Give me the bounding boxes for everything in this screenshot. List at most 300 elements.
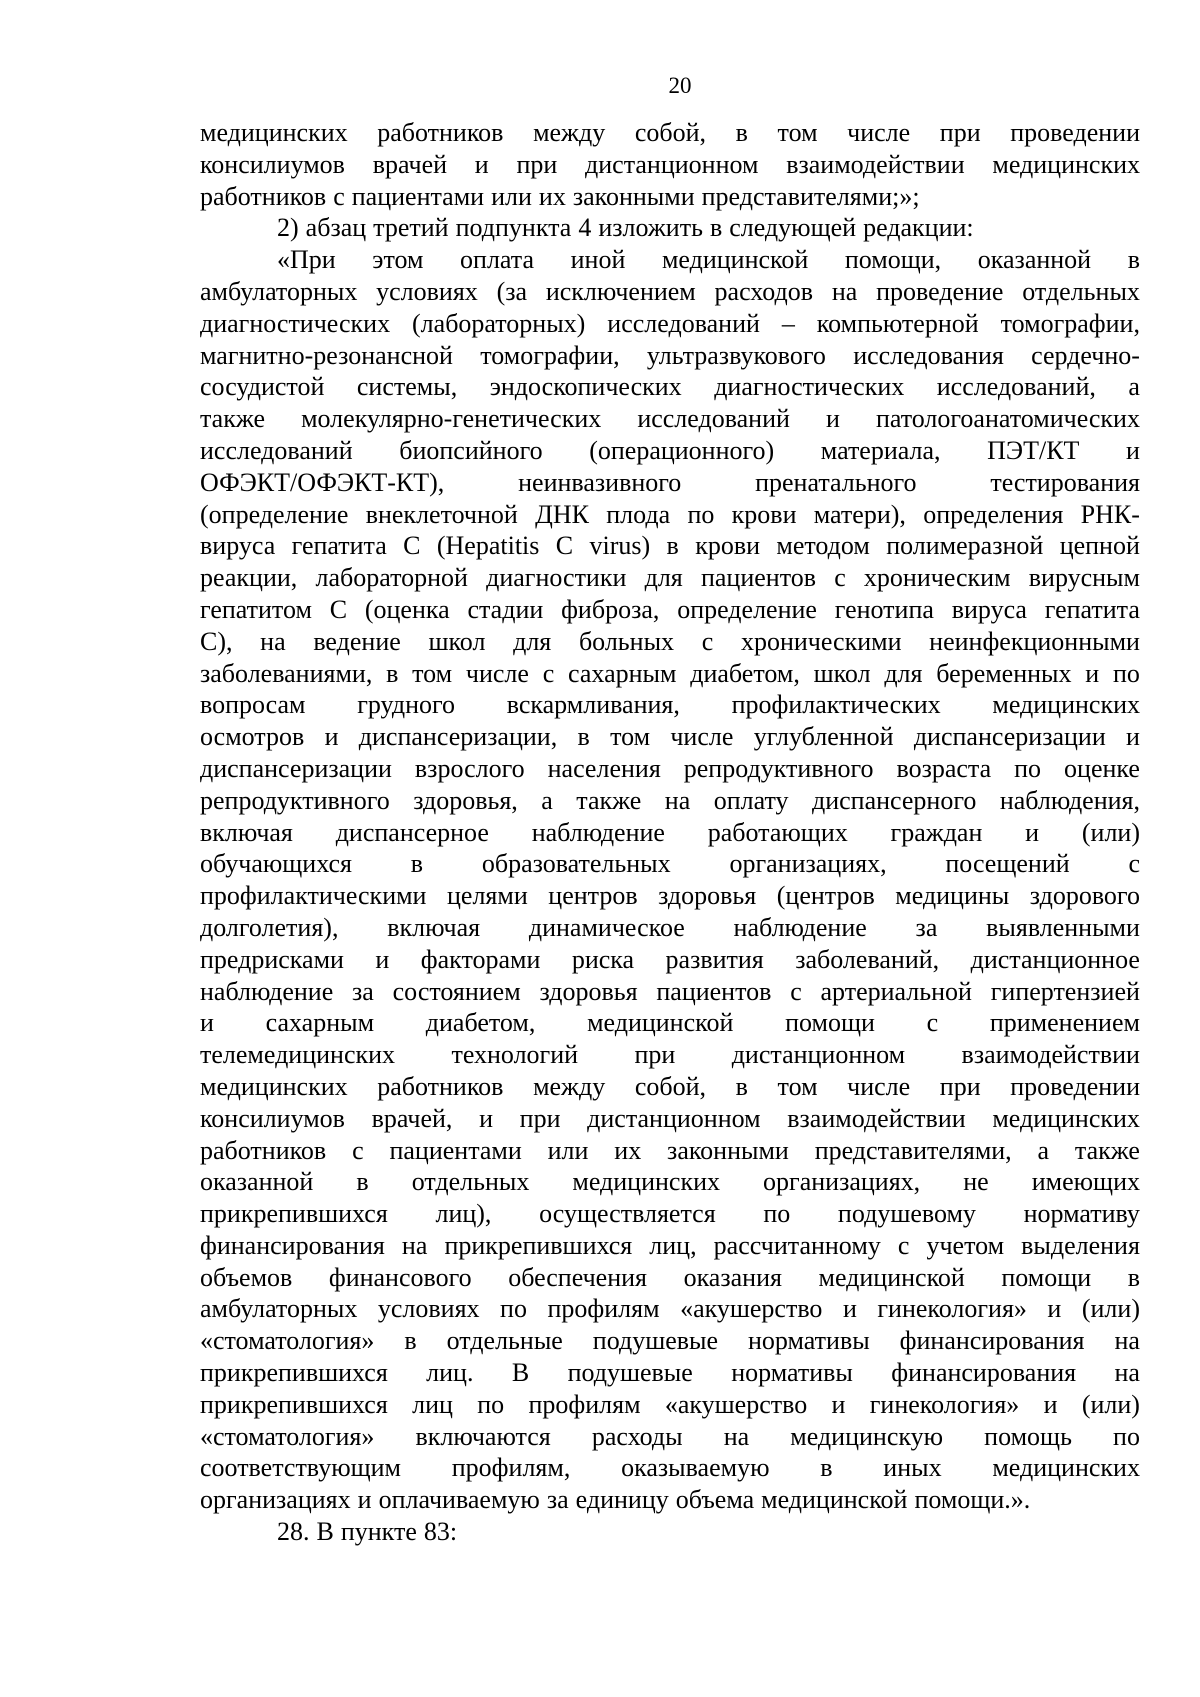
word: выделения [1021, 1230, 1140, 1260]
word: за [352, 976, 374, 1006]
word: финансирования [200, 1230, 385, 1260]
word: «акушерство [664, 1389, 808, 1419]
word: включая [200, 817, 293, 847]
word: оказываемую [621, 1453, 770, 1483]
word: центров [548, 881, 638, 911]
word: медицинской [587, 1008, 734, 1038]
word: (за [496, 276, 528, 306]
word: рассчитанному [713, 1230, 881, 1260]
word: плода [606, 499, 671, 529]
word: амбулаторных [200, 1294, 358, 1324]
word: также [200, 404, 266, 434]
word: и [1043, 1389, 1058, 1419]
word: крови [695, 531, 761, 561]
text-line [200, 1389, 1140, 1421]
text-line [200, 467, 1140, 499]
word: и [1126, 435, 1140, 465]
word: реакции, [200, 563, 298, 593]
word: биопсийного [399, 435, 543, 465]
word: В [511, 1358, 530, 1388]
word: иной [570, 245, 626, 275]
word: том [777, 1071, 818, 1101]
document-body [200, 117, 1140, 1548]
page-number: 20 [668, 73, 692, 98]
word: полимеразной [886, 531, 1044, 561]
word: по [687, 499, 715, 529]
word: исследований, [936, 372, 1096, 402]
word: абзац [305, 213, 367, 243]
text-line [200, 1103, 1140, 1135]
word: помощи, [844, 245, 942, 275]
word: матери), [813, 499, 906, 529]
word: между [533, 118, 606, 147]
word: работников [377, 118, 504, 147]
word: стадии [467, 594, 544, 624]
word: для [884, 658, 923, 688]
word: (или) [1081, 1389, 1140, 1419]
text-line [200, 785, 1140, 817]
text-line [200, 276, 1140, 308]
word: репродуктивного [200, 785, 390, 815]
word: томографии, [1000, 308, 1140, 338]
word: за [915, 912, 938, 942]
word: состоянием [392, 976, 521, 1006]
word: здорового [1029, 881, 1140, 911]
word: граждан [890, 817, 983, 847]
word: (определение [200, 499, 349, 529]
word: предрисками [200, 944, 344, 974]
word: в [735, 118, 748, 147]
word: компьютерной [816, 308, 979, 338]
word: лиц. [426, 1358, 474, 1388]
word: медицинских [200, 118, 348, 147]
word: артериальной [820, 976, 972, 1006]
word: хроническими [740, 626, 902, 656]
word: (операционного) [589, 435, 775, 465]
text-line [200, 562, 1140, 594]
word: медицины [895, 881, 1010, 911]
word: сосудистой [200, 372, 325, 402]
word: также [576, 785, 642, 815]
word: вскармливания, [506, 690, 680, 720]
text-line [200, 689, 1140, 721]
word: пункте [340, 1517, 417, 1547]
word: работников [200, 1135, 327, 1165]
text-line [200, 1007, 1140, 1039]
word: собой, [634, 1071, 707, 1101]
text-line [200, 530, 1140, 562]
word: и [842, 1294, 857, 1324]
text-line [200, 1039, 1140, 1071]
word: углубленной [753, 722, 894, 752]
word: хроническим [863, 563, 1011, 593]
text-line [200, 594, 1140, 626]
word: 83: [423, 1517, 458, 1547]
word: населения [547, 753, 661, 783]
word: числе [465, 658, 529, 688]
word: пациентов [700, 563, 816, 593]
word: числе [847, 1071, 911, 1101]
word: подушевому [837, 1199, 976, 1229]
word: по [1113, 1421, 1140, 1451]
word: с [897, 1230, 910, 1260]
text-line [200, 1421, 1140, 1453]
word: 4 [578, 213, 592, 243]
word: при [939, 118, 981, 147]
word: подушевые [567, 1358, 693, 1388]
word: в [1127, 1262, 1140, 1292]
word: медицинской [661, 245, 809, 275]
word: или [547, 1135, 589, 1165]
word: В [316, 1517, 334, 1547]
word: гепатитом [200, 594, 312, 624]
word: диспансеризации, [358, 722, 558, 752]
word: на [723, 1421, 750, 1451]
word: нормативы [748, 1326, 870, 1356]
word: C [555, 531, 574, 561]
word: между [533, 1071, 606, 1101]
word: редакции: [863, 213, 974, 243]
word: помощи [785, 1008, 875, 1038]
word: взаимодействии [787, 1103, 966, 1133]
word: финансирования [891, 1358, 1077, 1388]
text-line [200, 753, 1140, 785]
word: в [410, 849, 424, 879]
word: здоровья [539, 976, 638, 1006]
word: (Hepatitis [436, 531, 540, 561]
word: медицинских [992, 1453, 1140, 1483]
word: оказанной [200, 1167, 314, 1197]
word: организациях [200, 1485, 351, 1515]
text-line [200, 308, 1140, 340]
word: изложить [598, 213, 703, 243]
word: отдельные [446, 1326, 563, 1356]
word: в [666, 531, 679, 561]
word: выявленными [986, 912, 1140, 942]
word: профилям [547, 1294, 660, 1324]
word: и [324, 722, 339, 752]
word: на [260, 626, 286, 656]
word: диспансерное [335, 817, 489, 847]
word: врачей [372, 149, 448, 179]
word: при [939, 1071, 981, 1101]
word: с [542, 658, 555, 688]
word: посещений [945, 849, 1070, 879]
word: в [386, 658, 399, 688]
word: гепатита [1044, 594, 1140, 624]
word: школ [428, 626, 486, 656]
word: наблюдение [733, 912, 867, 942]
word: проведении [1010, 1071, 1140, 1101]
word: и [825, 404, 840, 434]
word: системы, [356, 372, 458, 402]
word: финансового [328, 1262, 472, 1292]
word: их [538, 181, 566, 211]
word: гинекология» [869, 1389, 1020, 1419]
word: вируса [951, 594, 1027, 624]
word: дистанционном [585, 149, 759, 179]
text-line [200, 371, 1140, 403]
word: профилям [528, 1389, 641, 1419]
word: включаются [415, 1421, 551, 1451]
text-line [200, 1325, 1140, 1357]
word: представителями;»; [701, 181, 920, 211]
word: развития [665, 944, 764, 974]
word: медицинской [818, 1262, 965, 1292]
word: а [1037, 1135, 1050, 1165]
word: условиях [377, 1294, 480, 1324]
word: законными [572, 181, 695, 211]
word: фиброза, [561, 594, 660, 624]
word: вирусным [1028, 563, 1140, 593]
text-line [200, 1166, 1140, 1198]
word: профилям, [451, 1453, 571, 1483]
text-line [200, 817, 1140, 849]
text-line [200, 658, 1140, 690]
word: по [500, 1294, 527, 1324]
word: неинвазивного [518, 467, 682, 497]
word: консилиумов [200, 1103, 345, 1133]
word: учетом [926, 1230, 1005, 1260]
word: медицинской [761, 1485, 908, 1515]
word: материала, [820, 435, 941, 465]
word: взаимодействии [961, 1040, 1140, 1070]
word: законными [667, 1135, 789, 1165]
word: «стоматология» [200, 1421, 375, 1451]
word: сахарным [265, 1008, 375, 1038]
word: применением [989, 1008, 1140, 1038]
word: образовательных [481, 849, 671, 879]
word: медицинских [992, 690, 1140, 720]
word: собой, [634, 118, 707, 147]
word: патологоанатомических [875, 404, 1140, 434]
word: работающих [707, 817, 848, 847]
word: и [831, 1389, 846, 1419]
word: факторами [420, 944, 541, 974]
text-line [200, 976, 1140, 1008]
word: с [926, 1008, 939, 1038]
word: заболеваний, [795, 944, 940, 974]
word: и [1126, 722, 1140, 752]
word: телемедицинских [200, 1040, 396, 1070]
text-line [200, 944, 1140, 976]
text-line [200, 1135, 1140, 1167]
word: по [763, 1199, 791, 1229]
text-line [200, 435, 1140, 467]
word: на [1114, 1326, 1140, 1356]
text-line [200, 1262, 1140, 1294]
word: оказанной [977, 245, 1092, 275]
word: том [610, 722, 651, 752]
word: лабораторной [315, 563, 468, 593]
word: консилиумов [200, 149, 345, 179]
word: здоровья, [413, 785, 518, 815]
word: в [735, 1071, 748, 1101]
word: также [1074, 1135, 1140, 1165]
word: (лабораторных) [412, 308, 586, 338]
word: «акушерство [680, 1294, 823, 1324]
word: тестирования [990, 467, 1140, 497]
text-line [200, 149, 1140, 181]
word: пренатального [755, 467, 917, 497]
text-line [200, 117, 1140, 149]
word: объемов [200, 1262, 293, 1292]
word: заболеваниями, [200, 658, 373, 688]
word: условиях [376, 276, 478, 306]
word: – [781, 308, 795, 338]
word: ПЭТ/КТ [987, 435, 1080, 465]
word: этом [372, 245, 424, 275]
word: ведение [313, 626, 401, 656]
word: генотипа [834, 594, 934, 624]
word: за [546, 1485, 569, 1515]
word: не [963, 1167, 989, 1197]
text-line [200, 1357, 1140, 1389]
text-line [200, 1516, 1140, 1548]
word: в [356, 1167, 369, 1197]
word: пациентов [656, 976, 772, 1006]
word: иных [883, 1453, 942, 1483]
word: с [333, 181, 345, 211]
word: прикрепившихся [200, 1199, 388, 1229]
word: диагностических [200, 308, 391, 338]
word: (или) [1081, 817, 1140, 847]
word: организациях, [763, 1167, 921, 1197]
word: оплачиваемую [378, 1485, 540, 1515]
text-line [200, 721, 1140, 753]
word: оплату [713, 785, 789, 815]
word: числе [670, 722, 734, 752]
word: по [1014, 753, 1042, 783]
word: прикрепившихся [444, 1230, 633, 1260]
word: помощи [1001, 1262, 1092, 1292]
word: помощи.». [914, 1485, 1031, 1515]
word: в [577, 722, 590, 752]
word: репродуктивного [683, 753, 874, 783]
word: по [1112, 658, 1140, 688]
text-line [200, 499, 1140, 531]
text-line [200, 340, 1140, 372]
word: диагностики [486, 563, 627, 593]
word: объема [675, 1485, 755, 1515]
word: медицинских [992, 1103, 1140, 1133]
text-line [200, 1293, 1140, 1325]
text-line [200, 848, 1140, 880]
word: наблюдения, [999, 785, 1140, 815]
word: томографии, [480, 340, 620, 370]
word: исследования [853, 340, 1004, 370]
word: том [777, 118, 818, 147]
text-line [200, 403, 1140, 435]
word: «стоматология» [200, 1326, 375, 1356]
word: лиц [412, 1389, 453, 1419]
word: динамическое [528, 912, 685, 942]
word: отдельных [1022, 276, 1140, 306]
word: в [1127, 245, 1140, 275]
word: включая [387, 912, 481, 942]
word: их [614, 1135, 642, 1165]
word: финансирования [899, 1326, 1085, 1356]
word: ультразвукового [646, 340, 826, 370]
word: с [1128, 849, 1140, 879]
word: представителями, [814, 1135, 1012, 1165]
word: с [790, 976, 802, 1006]
word: обучающихся [200, 849, 352, 879]
text-line [200, 912, 1140, 944]
word: оценке [1064, 753, 1140, 783]
word: отдельных [411, 1167, 530, 1197]
word: по [477, 1389, 505, 1419]
word: ОФЭКТ/ОФЭКТ-КТ), [200, 467, 445, 497]
word: грудного [357, 690, 456, 720]
word: единицу [575, 1485, 669, 1515]
word: при [519, 1103, 561, 1133]
word: С [329, 594, 348, 624]
word: нормативы [731, 1358, 853, 1388]
word: пациентами [351, 181, 485, 211]
word: числе [847, 118, 911, 147]
word: целями [447, 881, 528, 911]
word: расходов [714, 276, 814, 306]
word: и [357, 1485, 372, 1515]
word: прикрепившихся [200, 1389, 388, 1419]
word: неинфекционными [929, 626, 1140, 656]
word: оплата [460, 245, 535, 275]
word: а [541, 785, 553, 815]
text-line [200, 1484, 1140, 1516]
word: сахарным [568, 658, 677, 688]
word: с [701, 626, 714, 656]
word: амбулаторных [200, 276, 358, 306]
word: помощь [984, 1421, 1072, 1451]
word: на [831, 276, 858, 306]
text-line [200, 1230, 1140, 1262]
word: вируса [200, 531, 276, 561]
word: на [401, 1230, 428, 1260]
text-line [200, 1071, 1140, 1103]
word: или [491, 181, 532, 211]
word: диспансерного [811, 785, 977, 815]
word: медицинских [200, 1071, 348, 1101]
word: проведение [876, 276, 1004, 306]
word: в [404, 1326, 417, 1356]
word: дистанционное [970, 944, 1140, 974]
word: С [403, 531, 421, 561]
word: определение [677, 594, 817, 624]
word: диагностических [714, 372, 905, 402]
word: (оценка [364, 594, 450, 624]
word: диспансеризации [913, 722, 1106, 752]
word: наблюдение [200, 976, 334, 1006]
word: профилактическими [200, 881, 427, 911]
word: исследований [607, 308, 760, 338]
word: медицинских [572, 1167, 721, 1197]
word: для [644, 563, 683, 593]
text-line [200, 1198, 1140, 1230]
text-line [200, 181, 1140, 213]
word: лиц), [435, 1199, 492, 1229]
word: лиц, [649, 1230, 697, 1260]
word: работников [200, 181, 327, 211]
word: гипертензией [990, 976, 1140, 1006]
word: организациях, [729, 849, 887, 879]
word: пациентами [389, 1135, 522, 1165]
word: и [1085, 658, 1100, 688]
word: эндоскопических [489, 372, 682, 402]
word: наблюдение [531, 817, 665, 847]
word: риска [571, 944, 635, 974]
word: для [513, 626, 552, 656]
